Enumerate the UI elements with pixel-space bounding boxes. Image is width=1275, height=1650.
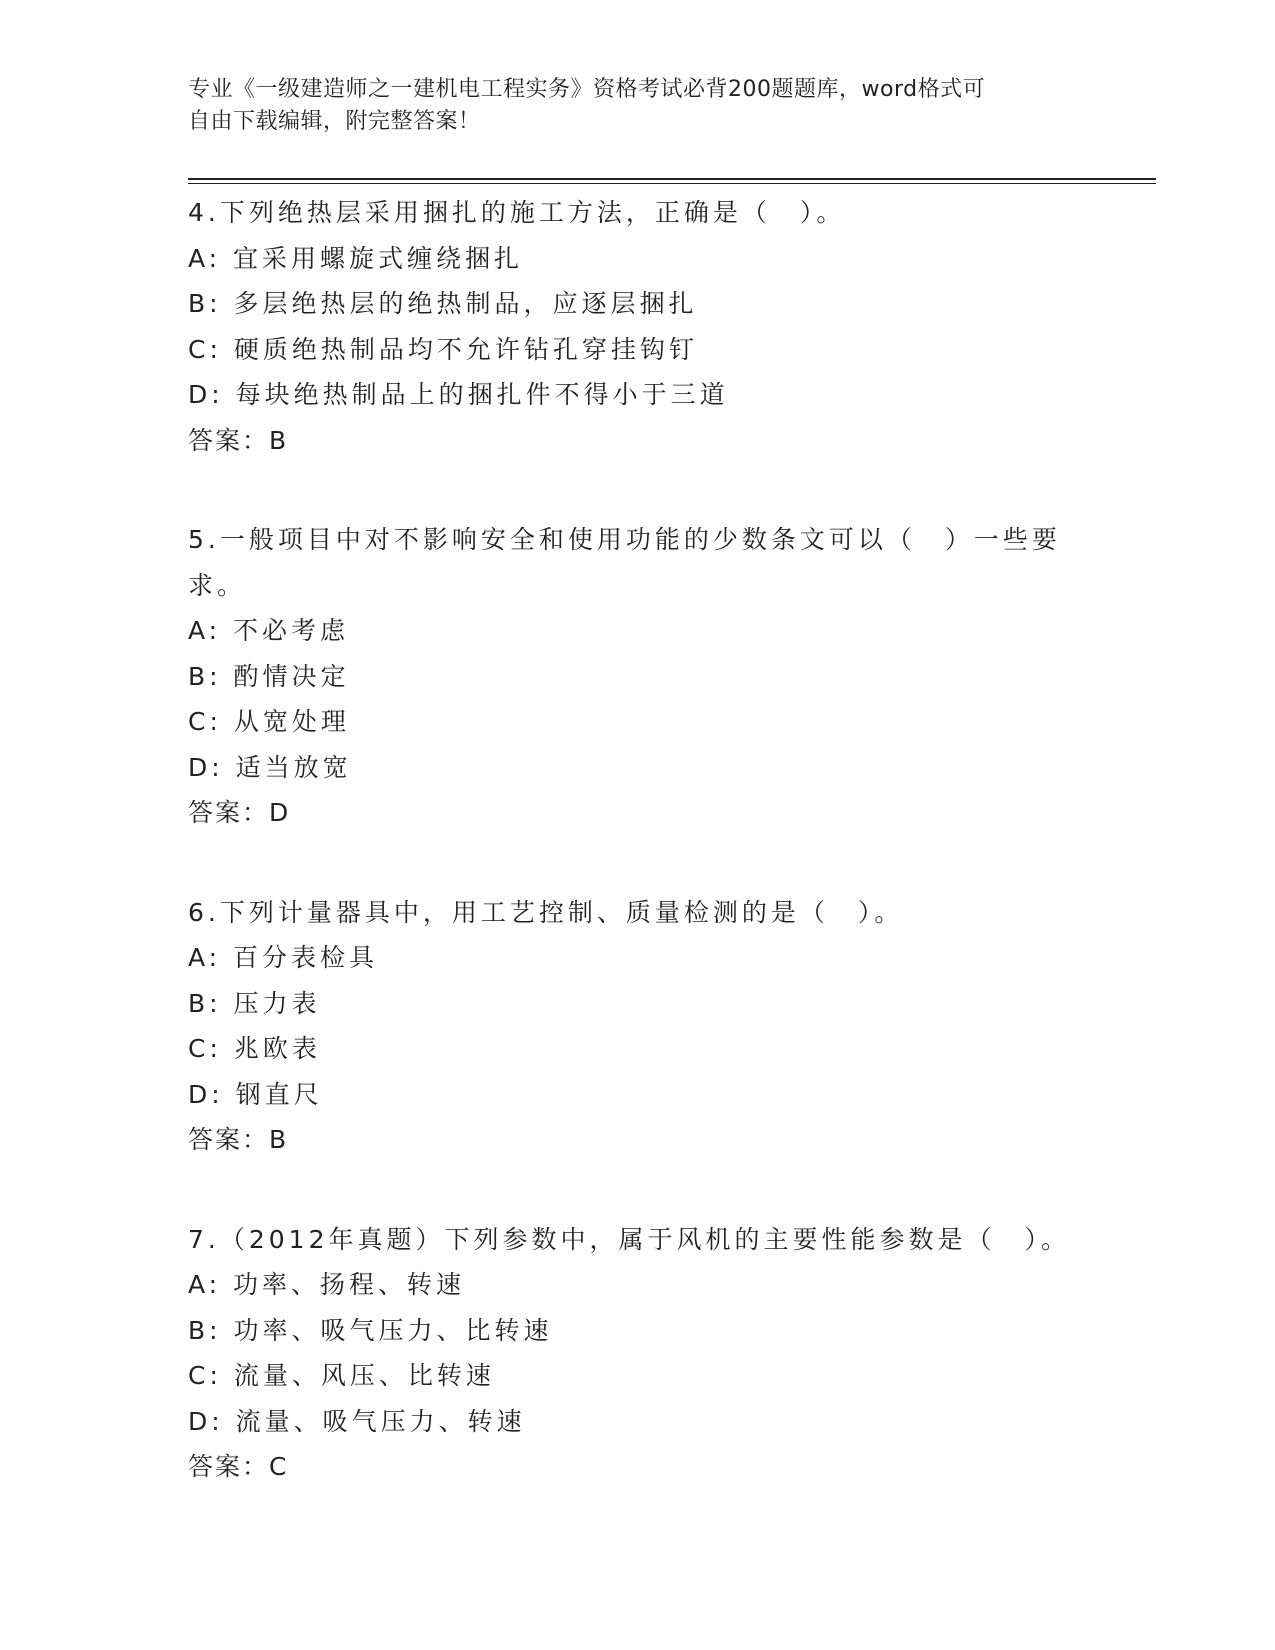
option-a: A: 功率、扬程、转速 xyxy=(188,1270,466,1299)
header-rule-thick xyxy=(188,178,1156,180)
option-b: B: 多层绝热层的绝热制品，应逐层捆扎 xyxy=(188,289,698,318)
header-line-2: 自由下载编辑，附完整答案！ xyxy=(188,109,481,134)
option-a: A: 百分表检具 xyxy=(188,943,379,972)
option-d: D: 每块绝热制品上的捆扎件不得小于三道 xyxy=(188,380,729,409)
option-c: C: 从宽处理 xyxy=(188,707,350,736)
option-a: A: 宜采用螺旋式缠绕捆扎 xyxy=(188,243,524,273)
question-stem: 5.一般项目中对不影响安全和使用功能的少数条文可以（ ）一些要求。 xyxy=(188,525,1061,600)
option-c: C: 硬质绝热制品均不允许钻孔穿挂钩钉 xyxy=(188,334,698,364)
header-line-1: 专业《一级建造师之一建机电工程实务》资格考试必背200题题库，word格式可 xyxy=(188,77,986,102)
question-6 xyxy=(188,890,1088,1163)
answer: 答案：C xyxy=(188,1452,289,1481)
option-b: B: 压力表 xyxy=(188,988,321,1018)
question-5 xyxy=(188,517,1088,836)
question-7 xyxy=(188,1217,1088,1490)
question-stem: 4.下列绝热层采用捆扎的施工方法，正确是（ ）。 xyxy=(188,198,846,227)
option-a: A: 不必考虑 xyxy=(188,616,350,645)
option-c: C: 流量、风压、比转速 xyxy=(188,1361,495,1390)
question-4 xyxy=(188,190,1088,463)
option-c: C: 兆欧表 xyxy=(188,1034,321,1063)
question-stem: 7.（2012年真题）下列参数中，属于风机的主要性能参数是（ ）。 xyxy=(188,1224,1070,1254)
answer: 答案：D xyxy=(188,798,291,827)
header-rule-thin xyxy=(188,183,1156,184)
option-b: B: 功率、吸气压力、比转速 xyxy=(188,1315,553,1345)
answer: 答案：B xyxy=(188,1125,289,1154)
option-d: D: 适当放宽 xyxy=(188,752,352,782)
option-d: D: 流量、吸气压力、转速 xyxy=(188,1406,526,1436)
document-header xyxy=(188,74,1068,138)
question-list xyxy=(188,190,1088,1544)
answer: 答案：B xyxy=(188,425,289,455)
option-b: B: 酌情决定 xyxy=(188,661,350,691)
question-stem: 6.下列计量器具中，用工艺控制、质量检测的是（ ）。 xyxy=(188,897,904,927)
option-d: D: 钢直尺 xyxy=(188,1079,323,1109)
